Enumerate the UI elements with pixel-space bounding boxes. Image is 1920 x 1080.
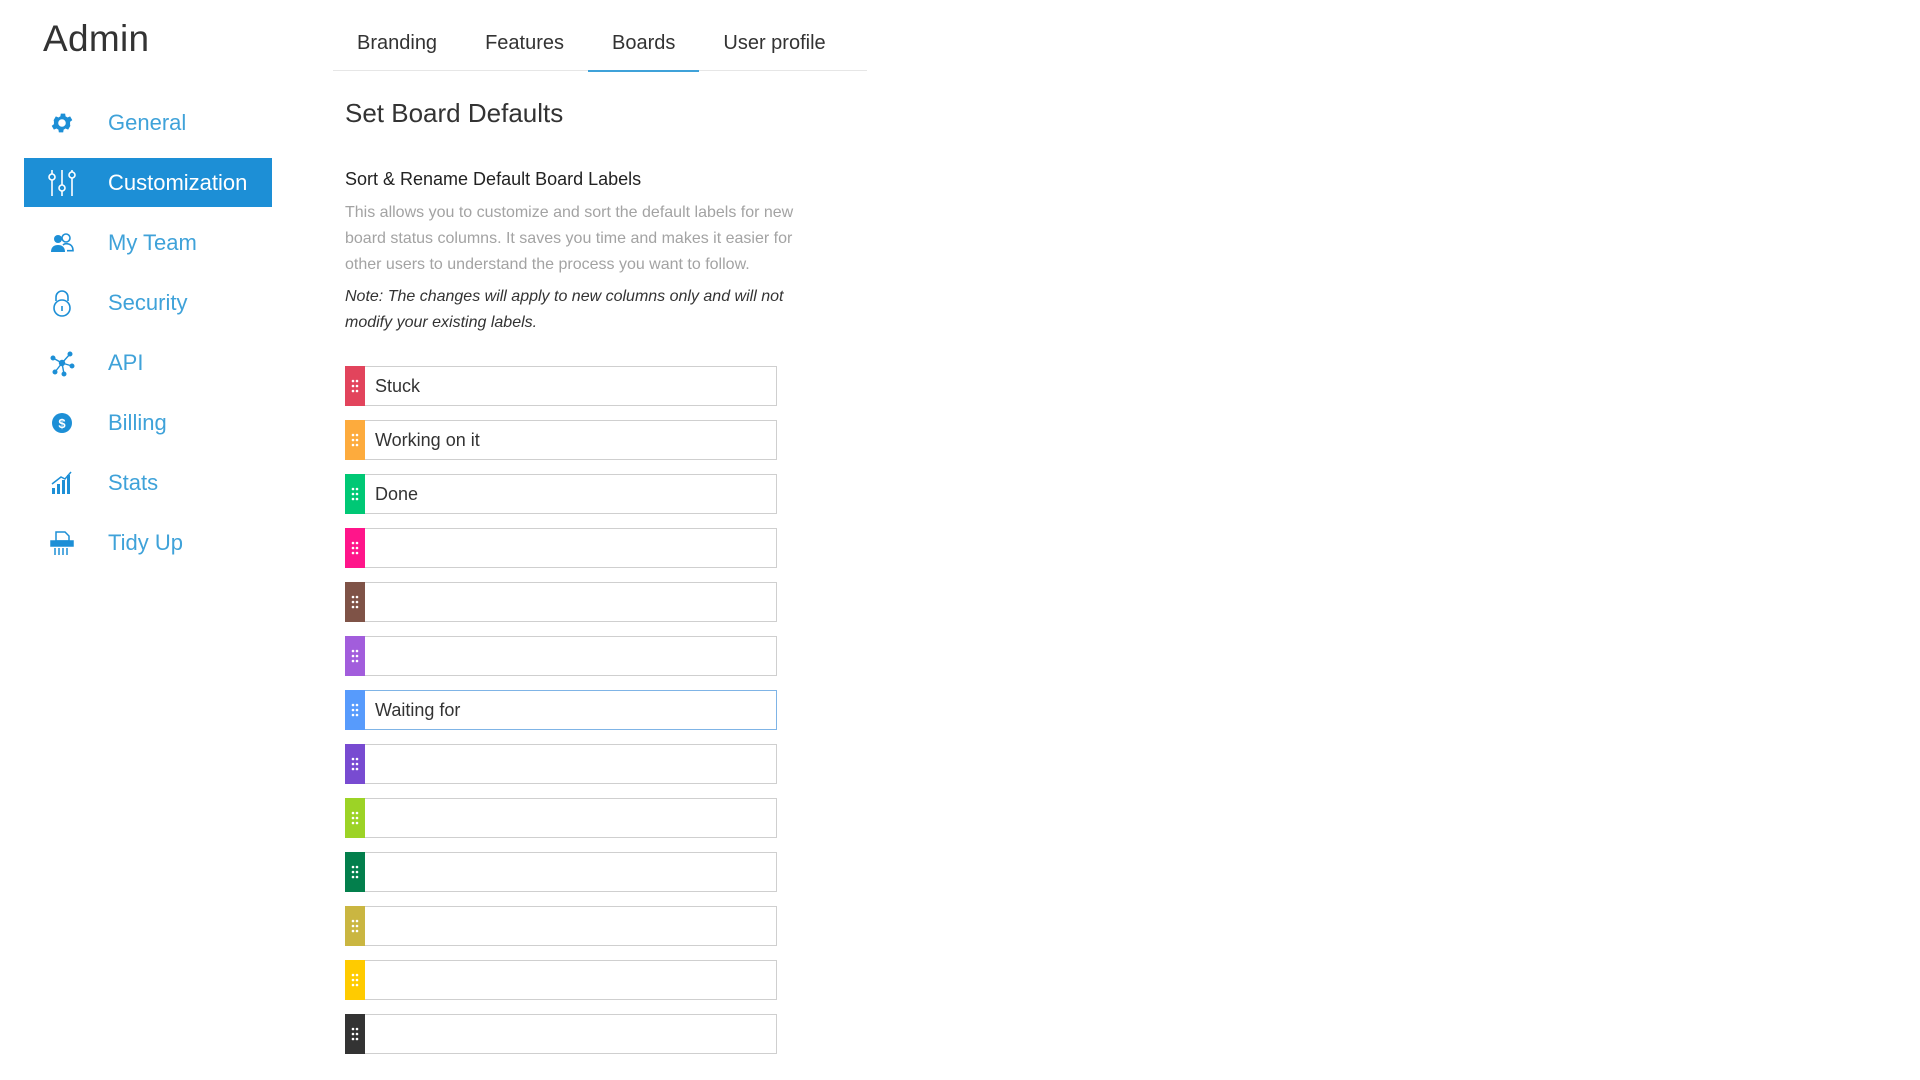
page-title: Admin [43, 18, 150, 59]
tab-bar [333, 22, 867, 71]
description-text: This allows you to customize and sort the default labels for new board status columns. It saves you time and makes it easier for other users to understand the process you want to follow. [345, 204, 794, 273]
lock-icon [46, 287, 78, 319]
sidebar-item-label: My Team [108, 229, 197, 255]
label-input[interactable] [365, 474, 777, 514]
tab-boards[interactable]: Boards [588, 22, 699, 72]
sidebar-item-label: Stats [108, 469, 159, 495]
svg-text:$: $ [58, 415, 66, 431]
subsection-title: Sort & Rename Default Board Labels [345, 169, 642, 189]
label-row [345, 960, 777, 1000]
drag-handle-icon[interactable] [345, 1014, 365, 1054]
label-row [345, 420, 777, 460]
dollar-icon [46, 407, 78, 439]
label-row [345, 744, 777, 784]
sidebar-item-security[interactable] [24, 278, 272, 327]
sidebar-item-label: General [108, 109, 187, 135]
label-input[interactable] [365, 366, 777, 406]
tab-user-profile[interactable]: User profile [723, 32, 826, 54]
note-text: Note: The changes will apply to new columns only and will not modify your existing labels. [345, 288, 784, 331]
label-input[interactable] [365, 852, 777, 892]
label-input[interactable] [365, 528, 777, 568]
label-input[interactable] [365, 582, 777, 622]
sidebar-item-stats[interactable] [24, 458, 272, 507]
label-input[interactable] [365, 960, 777, 1000]
sidebar-item-my-team[interactable] [24, 218, 272, 267]
chart-icon [46, 467, 78, 499]
tab-branding[interactable]: Branding [357, 32, 438, 54]
sidebar-item-label: Tidy Up [108, 529, 183, 555]
label-input[interactable] [365, 420, 777, 460]
sidebar-item-api[interactable] [24, 338, 272, 387]
sidebar [24, 98, 272, 578]
drag-handle-icon[interactable] [345, 852, 365, 892]
drag-handle-icon[interactable] [345, 690, 365, 730]
label-row [345, 906, 777, 946]
drag-handle-icon[interactable] [345, 582, 365, 622]
label-row [345, 528, 777, 568]
label-input[interactable] [365, 1014, 777, 1054]
sidebar-item-label: Billing [108, 409, 167, 435]
drag-handle-icon[interactable] [345, 744, 365, 784]
tab-features[interactable]: Features [485, 32, 564, 54]
drag-handle-icon[interactable] [345, 366, 365, 406]
label-row [345, 1014, 777, 1054]
section-title: Set Board Defaults [345, 98, 564, 128]
sliders-icon [46, 167, 78, 199]
drag-handle-icon[interactable] [345, 960, 365, 1000]
label-input[interactable] [365, 798, 777, 838]
label-input[interactable] [365, 744, 777, 784]
label-row [345, 852, 777, 892]
sidebar-item-billing[interactable] [24, 398, 272, 447]
team-icon [46, 227, 78, 259]
drag-handle-icon[interactable] [345, 636, 365, 676]
gear-icon [46, 107, 78, 139]
label-row [345, 798, 777, 838]
drag-handle-icon[interactable] [345, 798, 365, 838]
network-icon [46, 347, 78, 379]
label-input[interactable] [365, 690, 777, 730]
label-row [345, 582, 777, 622]
shredder-icon [46, 527, 78, 559]
label-row [345, 366, 777, 406]
sidebar-item-label: Customization [108, 169, 248, 195]
sidebar-item-label: Security [108, 289, 188, 315]
label-input[interactable] [365, 906, 777, 946]
label-row [345, 636, 777, 676]
drag-handle-icon[interactable] [345, 474, 365, 514]
label-row [345, 690, 777, 730]
sidebar-item-label: API [108, 349, 144, 375]
label-input[interactable] [365, 636, 777, 676]
sidebar-item-customization[interactable] [24, 158, 272, 207]
sidebar-item-general[interactable] [24, 98, 272, 147]
drag-handle-icon[interactable] [345, 528, 365, 568]
label-row [345, 474, 777, 514]
label-list [345, 366, 805, 1054]
drag-handle-icon[interactable] [345, 906, 365, 946]
main-content [345, 98, 805, 1068]
drag-handle-icon[interactable] [345, 420, 365, 460]
sidebar-item-tidy-up[interactable] [24, 518, 272, 567]
